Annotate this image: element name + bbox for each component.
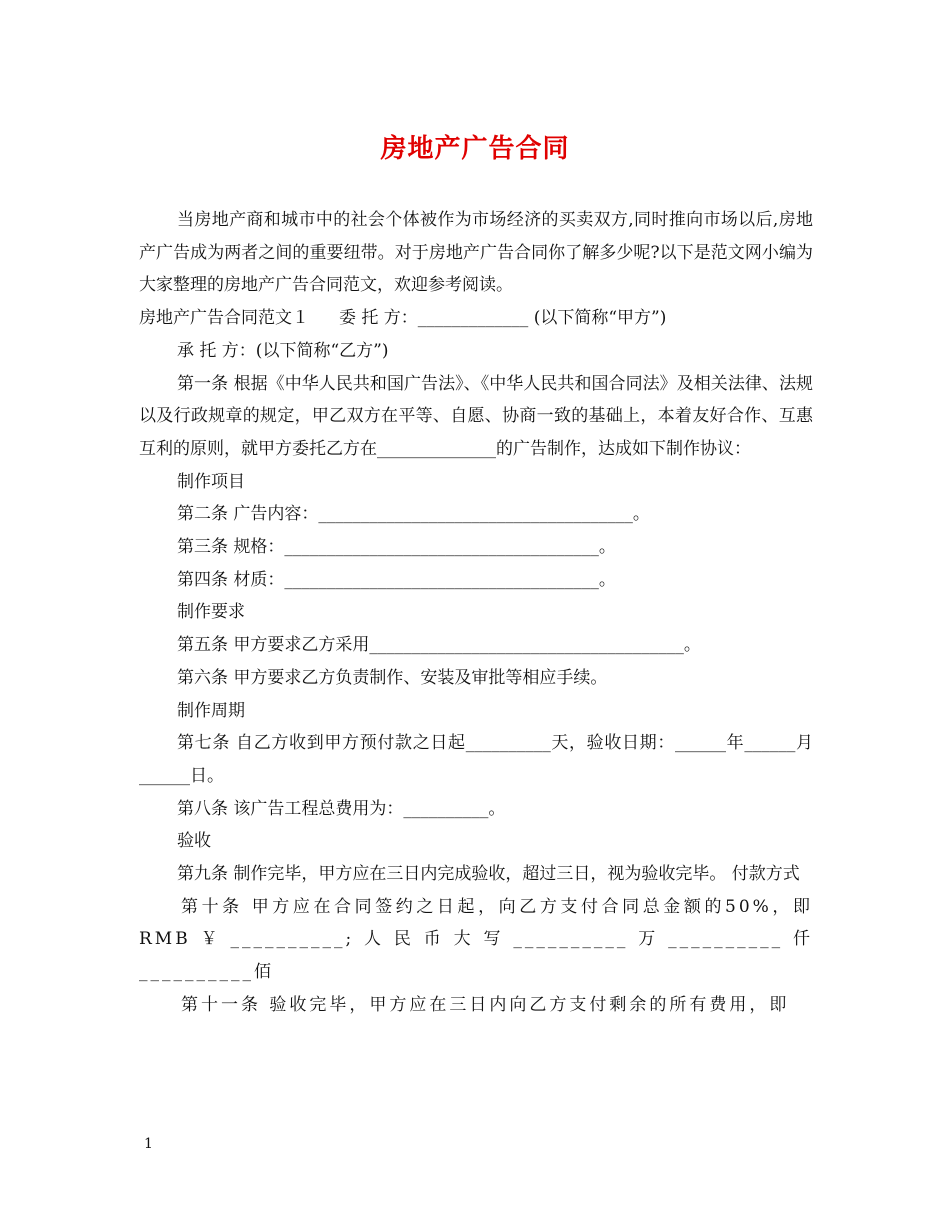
section-heading-period: 制作周期 <box>177 700 245 721</box>
section-heading-requirements: 制作要求 <box>177 602 245 623</box>
intro-paragraph: 当房地产商和城市中的社会个体被作为市场经济的买卖双方,同时推向市场以后,房地产广告成为两者之间的重要纽带。对于房地产广告合同你了解多少呢?以下是范文网小编为大家整理的房地产广告合同范文，欢迎参考阅读。 <box>139 210 813 296</box>
article-6: 第六条 甲方要求乙方负责制作、安装及审批等相应手续。 <box>177 667 608 688</box>
article-10: 第十条 甲方应在合同签约之日起，向乙方支付合同总金额的50%，即RMB￥__________;人民币大写__________万__________仟__________佰 <box>139 896 813 983</box>
article-5: 第五条 甲方要求乙方采用_____________________________________。 <box>177 635 701 656</box>
document-body <box>139 204 813 1022</box>
document-title: 房地产广告合同 <box>380 134 570 164</box>
article-1: 第一条 根据《中华人民共和国广告法》、《中华人民共和国合同法》及相关法律、法规以及行政规章的规定，甲乙双方在平等、自愿、协商一致的基础上，本着友好合作、互惠互利的原则，就甲方委托乙方在______________的广告制作，达成如下制作协议： <box>139 373 813 459</box>
section-heading-acceptance: 验收 <box>177 831 211 852</box>
party-a-line: 委 托 方：_____________ (以下简称“甲方”) <box>339 308 667 329</box>
article-4: 第四条 材质：_____________________________________。 <box>177 569 616 590</box>
sample-label: 房地产广告合同范文１ <box>139 308 309 329</box>
section-heading-items: 制作项目 <box>177 471 245 492</box>
article-11: 第十一条 验收完毕，甲方应在三日内向乙方支付剩余的所有费用，即 <box>181 994 790 1015</box>
page-number: 1 <box>144 1136 153 1152</box>
article-8: 第八条 该广告工程总费用为：__________。 <box>177 798 506 819</box>
article-2: 第二条 广告内容：_____________________________________。 <box>177 504 650 525</box>
party-b-line: 承 托 方：(以下简称“乙方”) <box>177 340 389 361</box>
article-3: 第三条 规格：_____________________________________。 <box>177 537 616 558</box>
article-7: 第七条 自乙方收到甲方预付款之日起__________天，验收日期：______年______月______日。 <box>139 733 813 786</box>
article-9: 第九条 制作完毕，甲方应在三日内完成验收，超过三日，视为验收完毕。 付款方式 <box>177 864 800 885</box>
sample-heading-line <box>139 302 813 335</box>
